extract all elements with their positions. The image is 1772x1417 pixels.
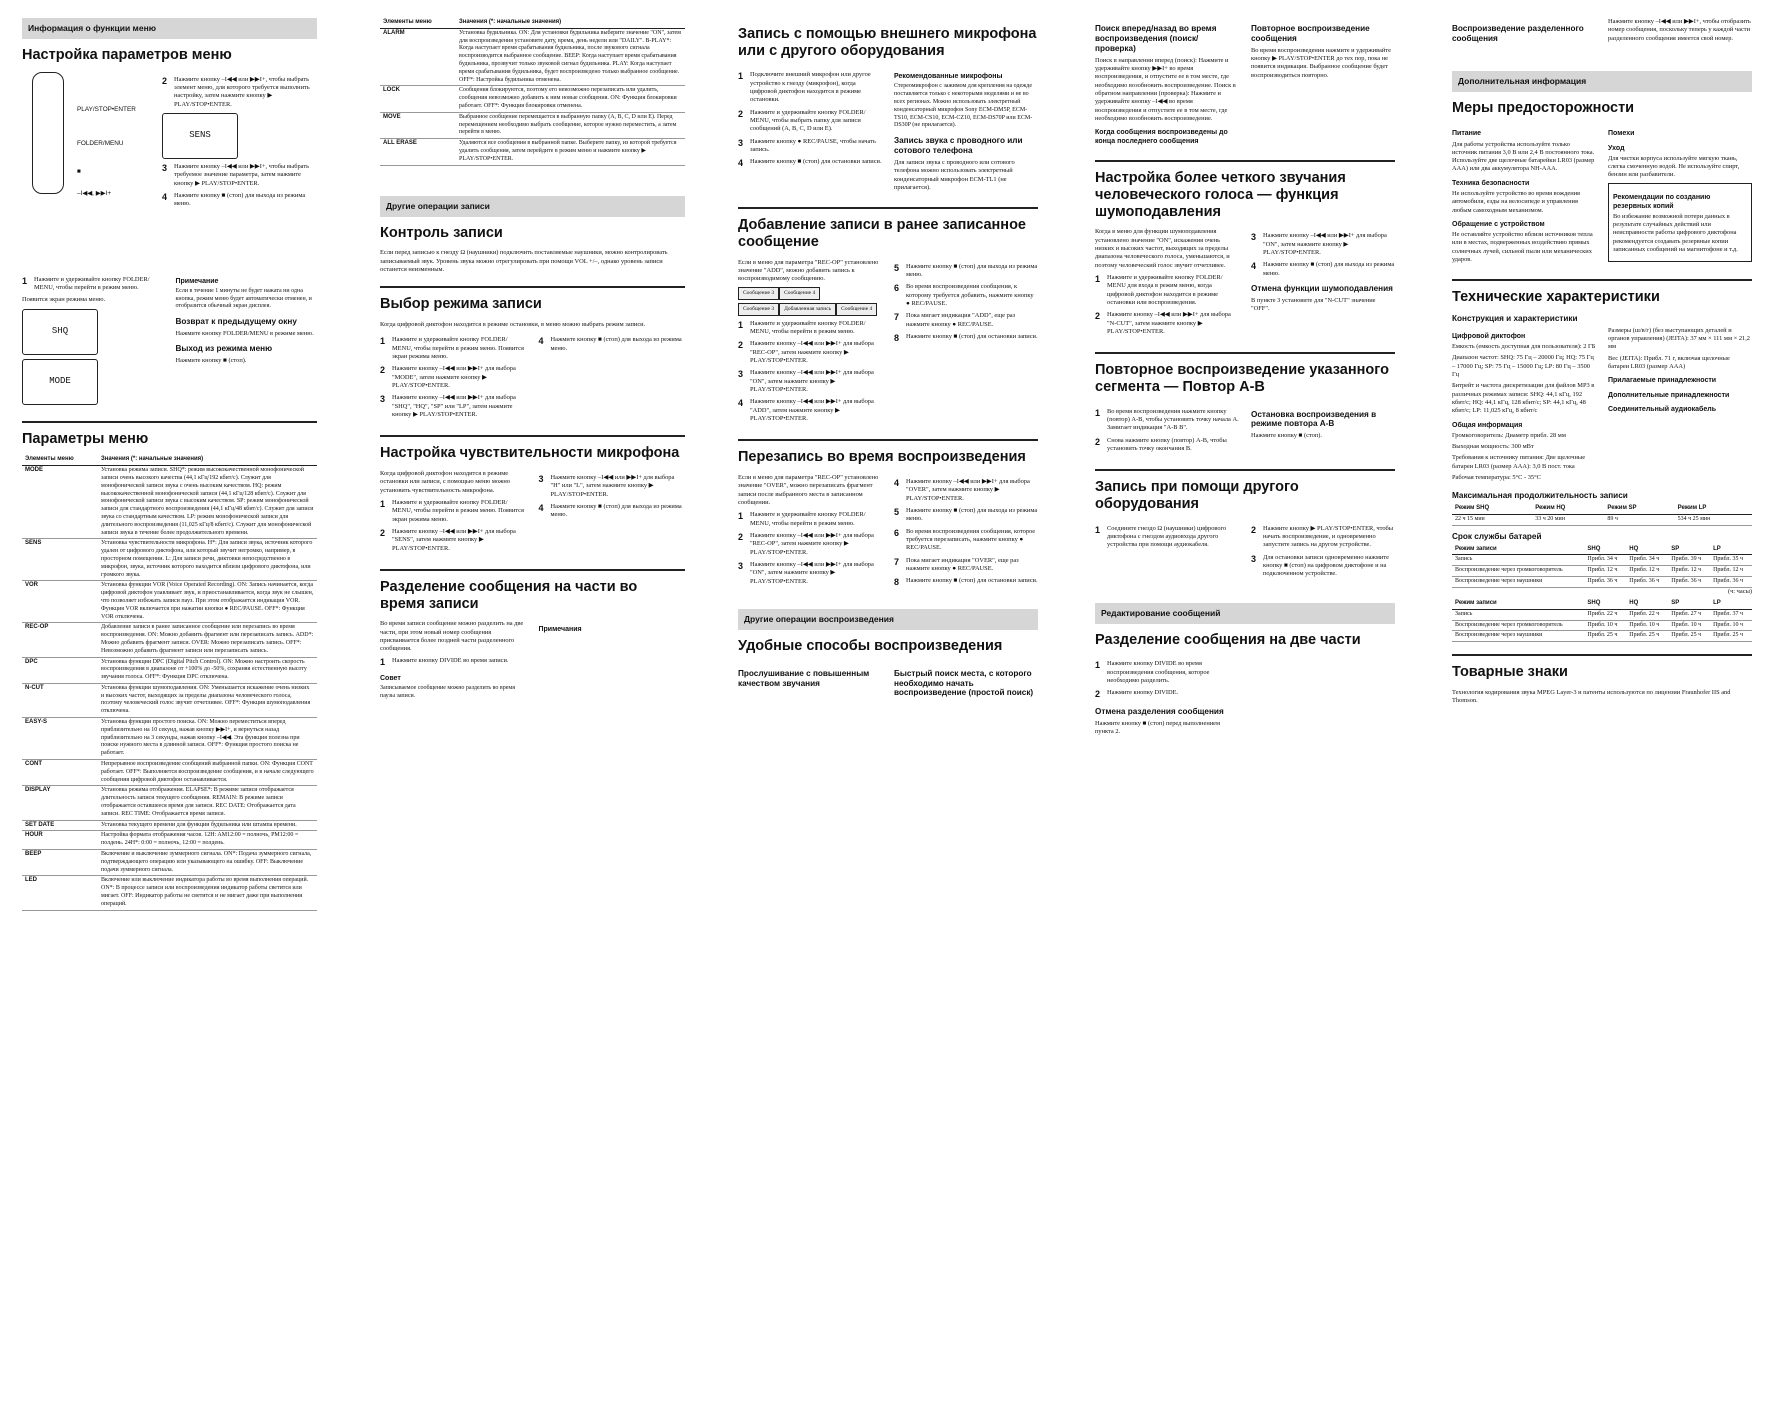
rec-monitor-text: Если перед записью к гнезду Ω (наушники) подключить поставляемые наушники, можно контролировать записываемый звук. Уровень звука можно отрегулировать при помощи VOL +/–, однако уровень записи останется неизменным. [380,249,668,273]
nc-step-3: 3 Нажмите кнопку –I◀◀ или ▶▶I+ для выбора "ON", затем нажмите кнопку ▶ PLAY/STOP•ENTER. [1251,232,1387,257]
table-row: VOR Установка функции VOR (Voice Operated Recording). ON: Запись начинается, когда цифровой диктофон улавливает звук, и приостанавливается, когда звук не слышен, что позволяет избежать записи пауз. При этом отображается индикация VOR. Функция VOR включается при нажатии кнопки ● REC/PAUSE. OFF*: Функция VOR отключена. [22,581,317,623]
menu-step-4: 4 Нажмите кнопку ■ (стоп) для выхода из режима меню. [162,192,306,208]
add-step-6: 6 Во время воспроизведения сообщения, к которому требуется добавить, нажмите кнопку ● REC/PAUSE. [894,283,1034,307]
table-row: EASY-S Установка функции простого поиска. ON: Можно переместиться вперед приблизительно на 10 секунд, нажав кнопку ▶▶I+, и вернуться назад приблизительно на 3 секунды, нажав кнопку –I◀◀. Эта функция полезна при поиске нужного места в длинной записи. OFF*: Функция простого поиска не работает. [22,718,317,760]
other-step-3: 3 Для остановки записи одновременно нажмите кнопку ■ (стоп) на цифровом диктофоне и на подключенном устройстве. [1251,553,1389,578]
table-row: BEEP Включение и выключение зуммерного сигнала. ON*: Подача зуммерного сигнала, подтверждающего операцию или указывающего на ошибку. OFF: Выключение подачи зуммерного сигнала. [22,850,317,876]
rec-time-heading: Максимальная продолжительность записи [1452,491,1628,501]
ext-mic-title: Запись с помощью внешнего микрофона или с другого оборудования [738,26,1037,59]
tip-heading: Совет [380,675,401,683]
ext-step-2: 2 Нажмите и удерживайте кнопку FOLDER/ MENU, чтобы выбрать папку для записи сообщений (A, B, C, D или E). [738,108,866,133]
mode-step-3: 3 Нажмите кнопку –I◀◀ или ▶▶I+ для выбора "SHQ", "HQ", "SP" или "LP", затем нажмите кнопку ▶ PLAY/STOP•ENTER. [380,394,516,418]
sens-step-3: 3 Нажмите кнопку –I◀◀ или ▶▶I+ для выбора "H" или "L", затем нажмите кнопку ▶ PLAY/STOP•ENTER. [538,473,675,498]
over-step-3: 3 Нажмите кнопку –I◀◀ или ▶▶I+ для выбора "ON", затем нажмите кнопку ▶ PLAY/STOP•ENTER. [738,561,874,585]
unit-note: (ч: часы) [1727,587,1752,595]
device-illustration-area [22,72,317,272]
menu-step-1: 1 Нажмите и удерживайте кнопку FOLDER/ MENU, чтобы перейти в режим меню. [22,275,150,292]
table-row: LED Включение или выключение индикатора работы во время выполнения операций. ON*: В процессе записи или воспроизведения индикатор работы светится или мигает. OFF: Индикатор работы не светится и не мигает даже при выполнении операций. [22,876,317,910]
spec-title: Технические характеристики [1452,289,1660,306]
over-step-1: 1 Нажмите и удерживайте кнопку FOLDER/ MENU, чтобы перейти в режим меню. [738,511,866,527]
add-step-5: 5 Нажмите кнопку ■ (стоп) для выхода из режима меню. [894,262,1038,278]
recorder-illustration [32,72,64,194]
nc-text: Когда в меню для функции шумоподавления установлено значение "ON", искажения очень низких и высоких частот, выходящих за пределы диапазона человеческого голоса, уменьшаются, и поэтому человеческий голос звучит отчетливее. [1095,228,1230,269]
column-5: Воспроизведение разделенного сообщения Нажмите кнопку –I◀◀ или ▶▶I+, чтобы отобразить номер сообщения, поскольку теперь у каждой части разделенного сообщения имеется свой номер. Дополнительная информация Меры предосторожности Питание Для работы устройства используйте только источник питания 3,0 В или 2,4 В постоянного тока. Используйте две щелочные батарейки LR03 (размер ААА) или два аккумулятора NH-AAA. Техника безопасности Не используйте устройство во время вождения автомобиля, езды на велосипеде и управления любым самоходным механизмом. Обращение с устройством Не оставляйте устройство вблизи источников тепла или в местах, подверженных воздействию прямых солнечных лучей, сильной пыли или механических ударов. Помехи Уход Для чистки корпуса используйте мягкую ткань, слегка смоченную водой. Не используйте спирт, бензин или разбавители. Рекомендации по созданию резервных копий Во избежание возможной потери данных в результате случайных действий или неисправности работы цифрового диктофона рекомендуется создавать резервные копии записанных сообщений на магнитофоне и т.д. Технические характеристики Конструкция и характеристики Цифровой диктофон Емкость (емкость доступная для пользователя): 2 ГБ Диапазон частот: SHQ: 75 Гц – 20000 Гц; HQ: 75 Гц – 17000 Гц; SP: 75 Гц – 15000 Гц; LP: 80 Гц – 3500 Гц Битрейт и частота дискретизации для файлов MP3 в различных режимах записи: SHQ: 44,1 кГц, 192 кбит/с; HQ: 44,1 кГц, 128 кбит/с; SP: 44,1 кГц, 48 кбит/с; LP: 11,025 кГц, 8 кбит/с Общая информация Громкоговоритель: Диаметр прибл. 28 мм Выходная мощность: 300 мВт Требования к источнику питания: Две щелочные батареи LR03 (размер AAA): 3,0 В пост. тока Рабочая температура: 5°C - 35°C Размеры (ш/в/г) (без выступающих деталей и органов управления) (JEITA): 37 мм × 111 мм × 21,2 мм Вес (JEITA): Прибл. 71 г, включая щелочные батареи LR03 (размер AAA) Прилагаемые принадлежности Дополнительные принадлежности Соединительный аудиокабель Максимальная продолжительность записи Режим SHQ Режим HQ Режим SP Режим LP 22 ч 15 мин 33 ч 20 мин 89 ч 534 ч 25 мин Срок службы батарей Режим записи SHQ HQ SP LP Запись Прибл. 34 ч Прибл. 34 ч Прибл. 39 ч Прибл. 35 ч Воспроизведение через громкоговоритель Прибл. 12 ч Прибл. 12 ч Прибл. 12 ч Прибл. 12 ч Воспроизведение через наушники Прибл. 36 ч Прибл. 36 ч Прибл. 36 ч Прибл. 36 ч (ч: часы) Режим записи SHQ HQ SP LP Запись Прибл. 22 ч Прибл. 22 ч Прибл. 27 ч Прибл. 37 ч Воспроизведение через громкоговоритель Прибл. 10 ч Прибл. 10 ч Прибл. 10 ч Прибл. 10 ч Воспроизведение через наушники Прибл. 25 ч Прибл. 25 ч Прибл. 25 ч Прибл. 25 ч Товарные знаки Технология кодирования звука MPEG Layer-3 и патенты используются по лицензии Fraunhofer IIS and Thomson. [1452,18,1752,705]
sens-step-2: 2 Нажмите кнопку –I◀◀ или ▶▶I+ для выбора "SENS", затем нажмите кнопку ▶ PLAY/STOP•ENTER. [380,527,516,552]
table-row: Воспроизведение через громкоговоритель Прибл. 10 ч Прибл. 10 ч Прибл. 10 ч Прибл. 10 ч [1452,620,1752,631]
handle-text: Не оставляйте устройство вблизи источников тепла или в местах, подверженных воздействию прямых солнечных лучей, сильной пыли или механических ударов. [1452,230,1593,263]
table-row: CONT Непрерывное воспроизведение сообщений выбранной папки. ON: Функция CONT работает. OFF*: Выполняется воспроизведение сообщения, и в начале следующего сообщения цифровой диктофон останавливается. [22,760,317,786]
sens-step-4: 4 Нажмите кнопку ■ (стоп) для выхода из режима меню. [538,502,682,519]
params-title: Параметры меню [22,430,149,447]
search-heading: Поиск вперед/назад во время воспроизведения (поиск/проверка) [1095,24,1217,53]
safety-title: Меры предосторожности [1452,99,1635,116]
table-row: ALARM Установка будильника. ON: Для установки будильника выберите значение "ON", затем для воспроизведения установите дату, время, день недели или "DAILY". B-PLAY*: Когда наступает время срабатывания будильника, после звукового сигнала воспроизводится выбранное сообщение. BEEP: Когда наступает время срабатывания будильника, прозвучит только звуковой сигнал будильника. PLAY: Когда наступает время срабатывания будильника, будет воспроизведено только выбранное сообщение. OFF*: Настройка будильника отменена. [380,28,685,86]
conv-heading-1: Прослушивание с повышенным качеством звучания [738,668,870,688]
battery-table: Режим записи SHQ HQ SP LP Запись Прибл. 34 ч Прибл. 34 ч Прибл. 39 ч Прибл. 35 ч Воспроизведение через громкоговоритель Прибл. 12 ч Прибл. 12 ч Прибл. 12 ч Прибл. 12 ч Воспроизведение через наушники Прибл. 36 ч Прибл. 36 ч Прибл. 36 ч Прибл. 36 ч [1452,545,1752,588]
repeat-text: Во время воспроизведения нажмите и удерживайте кнопку ▶ PLAY/STOP•ENTER до тех пор, пока не появится индикация. Выбранное сообщение будет воспроизводиться повторно. [1251,46,1391,79]
nc-step-1: 1 Нажмите и удерживайте кнопку FOLDER/ MENU для входа в режим меню, когда цифровой диктофон находится в режиме остановки или воспроизведения. [1095,274,1223,306]
mode-step-2: 2 Нажмите кнопку –I◀◀ или ▶▶I+ для выбора "MODE", затем нажмите кнопку ▶ PLAY/STOP•ENTER. [380,365,516,389]
notes-heading: Примечания [538,626,582,634]
back-heading: Возврат к предыдущему окну [175,317,297,327]
section-bar: Дополнительная информация [1452,71,1752,92]
section-bar: Другие операции воспроизведения [738,609,1038,630]
params-table: Элементы меню Значения (*: начальные значения) MODE Установка режима записи. SHQ*: режим высококачественной монофонической записи очень высокого качества (44,1 кГц/192 кбит/с). Служит для монофонической записи звука с очень высоким качеством. HQ: режим высококачественной монофонической записи (44,1 кГц/128 кбит/с). Служит для монофонической записи звука с высоким качеством. SP: режим монофонической записи для стандартного воспроизведения (44,1 кГц/48 кбит/с). Служит для записи звука со стандартным качеством. LP: режим монофонической записи для длительного воспроизведения (11,025 кГц/8 кбит/с). Служит для монофонической записи звука в течение более продолжительного времени. SENS Установка чувствительности микрофона. H*: Для записи звука, источник которого удален от цифрового диктофона, или который звучит негромко, например, в просторном помещении. L: Для записи речи, диктовки непосредственно в микрофон, звука, источник которого находится вблизи цифрового диктофона, или громкого звука. VOR Установка функции VOR (Voice Operated Recording). ON: Запись начинается, когда цифровой диктофон улавливает звук, и приостанавливается, когда звук не слышен, что позволяет избежать записи пауз. При этом отображается индикация VOR. Функция VOR включается при нажатии кнопки ● REC/PAUSE. OFF*: Функция VOR отключена. REC-OP Добавление записи в ранее записанное сообщение или перезапись во время воспроизведения. ON: Можно добавить фрагмент или перезаписать запись. ADD*: Можно добавить фрагмент записи. OVER: Можно перезаписать запись. OFF*: Невозможно добавить фрагмент записи или перезаписать запись. DPC Установка функции DPC (Digital Pitch Control). ON: Можно настроить скорость воспроизведения в диапазоне от +100% до -50%, сохраняя естественную высоту звучания голоса. OFF*: Функция DPC отключена. N-CUT Установка функции шумоподавления. ON: Уменьшается искажение очень низких и высоких частот, выходящих за пределы диапазона человеческого голоса, поэтому человеческий голос звучит отчетливее. OFF*: Функция шумоподавления отключена. EASY-S Установка функции простого поиска. ON: Можно переместиться вперед приблизительно на 10 секунд, нажав кнопку ▶▶I+, и вернуться назад приблизительно на 3 секунды, нажав кнопку –I◀◀. Эта функция полезна при поиске нужного места в длинной записи. OFF*: Функция простого поиска не работает. CONT Непрерывное воспроизведение сообщений выбранной папки. ON: Функция CONT работает. OFF*: Выполняется воспроизведение сообщения, и в начале следующего сообщения цифровой диктофон останавливается. DISPLAY Установка режима отображения. ELAPSE*: В режиме записи отображается длительность записи текущего сообщения. REMAIN: В режиме записи отображается оставшееся время для записи. REC DATE: Отображается дата записи. REC TIME: Отображается время записи. SET DATE Установка текущего времени для функции будильника или штампа времени. HOUR Настройка формата отображения часов. 12H: AM12:00 = полночь, PM12:00 = полдень. 24H*: 0:00 = полночь, 12:00 = полдень. BEEP Включение и выключение зуммерного сигнала. ON*: Подача зуммерного сигнала, подтверждающего операцию или указывающего на ошибку. OFF: Выключение подачи зуммерного сигнала. LED Включение или выключение индикатора работы во время выполнения операций. ON*: В процессе записи или воспроизведения индикатор работы светится или мигает. OFF: Индикатор работы не светится и не мигает даже при выполнении операций. [22,455,317,910]
table-row: DISPLAY Установка режима отображения. ELAPSE*: В режиме записи отображается длительность записи текущего сообщения. REMAIN: В режиме записи отображается оставшееся время для записи. REC DATE: Отображается дата записи. REC TIME: Отображается время записи. [22,786,317,820]
mic-heading: Рекомендованные микрофоны [894,73,1003,81]
rep-heading: Воспроизведение разделенного сообщения [1452,24,1584,43]
sens-title: Настройка чувствительности микрофона [380,445,680,462]
back-text: Нажмите кнопку FOLDER/MENU в режиме меню. [175,330,314,338]
other-step-2: 2 Нажмите кнопку ▶ PLAY/STOP•ENTER, чтобы начать воспроизведение, и одновременно запустите запись на другом устройстве. [1251,524,1394,549]
menu-step-2: 2 Нажмите кнопку –I◀◀ или ▶▶I+, чтобы выбрать элемент меню, для которого требуется выполнить настройку, затем нажмите кнопку ▶ PLAY/STOP•ENTER. [162,75,310,108]
table-row: SENS Установка чувствительности микрофона. H*: Для записи звука, источник которого удален от цифрового диктофона, или который звучит негромко, например, в просторном помещении. L: Для записи речи, диктовки непосредственно в микрофон, звука, источник которого находится вблизи цифрового диктофона, или громкого звука. [22,539,317,581]
params-table-continued: Элементы меню Значения (*: начальные значения) ALARM Установка будильника. ON: Для установки будильника выберите значение "ON", затем для воспроизведения установите дату, время, день недели или "DAILY". B-PLAY*: Когда наступает время срабатывания будильника, после звукового сигнала воспроизводится выбранное сообщение. BEEP: Когда наступает время срабатывания будильника, прозвучит только звуковой сигнал будильника. PLAY: Когда наступает время срабатывания будильника, будет воспроизведено только выбранное сообщение. OFF*: Настройка будильника отменена. LOCK Сообщения блокируются, поэтому его невозможно перезаписать или удалить, сообщения невозможно добавить к ним новые сообщения. ON: Функция блокировки работает. OFF*: Функция блокировки отменена. MOVE Выбранное сообщение перемещается в выбранную папку (A, B, C, D или E). Перед перемещением необходимо выбрать сообщение, которое нужно переместить, а затем перейти в меню. ALL ERASE Удаляются все сообщения в выбранной папке. Выберите папку, из которой требуется удалить сообщения, затем перейдите в режим меню и нажмите кнопку ▶ PLAY/STOP•ENTER. [380,18,685,166]
ab-stop-heading: Остановка воспроизведения в режиме повтора A-B [1251,409,1377,429]
add-step-7: 7 Пока мигает индикация "ADD", еще раз нажмите кнопку ● REC/PAUSE. [894,312,1016,328]
label-stop: ■ [77,167,81,175]
add-text: Если в меню для параметра "REC-OP" установлено значение "ADD", можно добавить запись к воспроизводимому сообщению. [738,258,879,283]
add-title: Добавление записи в ранее записанное сообщение [738,217,1026,250]
end-heading: Когда сообщения воспроизведены до конца последнего сообщения [1095,129,1228,146]
mode-title: Выбор режима записи [380,296,542,313]
table-row: N-CUT Установка функции шумоподавления. ON: Уменьшается искажение очень низких и высоких частот, выходящих за пределы диапазона человеческого голоса, поэтому человеческий голос звучит отчетливее. OFF*: Функция шумоподавления отключена. [22,683,317,717]
rec-time-table: Режим SHQ Режим HQ Режим SP Режим LP 22 ч 15 мин 33 ч 20 мин 89 ч 534 ч 25 мин [1452,504,1752,526]
phone-heading: Запись звука с проводного или сотового телефона [894,136,1023,156]
tm-title: Товарные знаки [1452,664,1568,681]
backup-box: Рекомендации по созданию резервных копий Во избежание возможной потери данных в результате случайных действий или неисправности работы цифрового диктофона рекомендуется создавать резервные копии записанных сообщений на магнитофоне и т.д. [1608,183,1752,263]
add-step-4: 4 Нажмите кнопку –I◀◀ или ▶▶I+ для выбора "ADD", затем нажмите кнопку ▶ PLAY/STOP•ENTER. [738,398,874,423]
table-row: 22 ч 15 мин 33 ч 20 мин 89 ч 534 ч 25 мин [1452,514,1752,525]
ab-step-2: 2 Снова нажмите кнопку (повтор) A-B, чтобы установить точку окончания B. [1095,436,1227,452]
repeat-heading: Повторное воспроизведение сообщения [1251,24,1370,43]
step1-note: Появится экран режима меню. [22,296,106,304]
divide-step-1: 1 Нажмите кнопку DIVIDE во время записи. [380,657,509,668]
table-row: DPC Установка функции DPC (Digital Pitch Control). ON: Можно настроить скорость воспроизведения в диапазоне от +100% до -50%, сохраняя естественную высоту звучания голоса. OFF*: Функция DPC отключена. [22,657,317,683]
handle-heading: Обращение с устройством [1452,220,1545,228]
conv-title: Удобные способы воспроизведения [738,638,1003,655]
add-step-1: 1 Нажмите и удерживайте кнопку FOLDER/ MENU, чтобы перейти в режим меню. [738,319,866,336]
column-2 [380,18,685,704]
care-text: Для чистки корпуса используйте мягкую ткань, слегка смоченную водой. Не используйте спирт, бензин или разбавители. [1608,154,1740,179]
split-cancel-text: Нажмите кнопку ■ (стоп) перед выполнением пункта 2. [1095,719,1221,736]
phone-text: Для записи звука с проводного или сотового телефона можно использовать электретный конденсаторный микрофон ECM-TL1 (не прилагается). [894,158,1015,191]
split-step-2: 2 Нажмите кнопку DIVIDE. [1095,689,1179,700]
split-step-1: 1 Нажмите кнопку DIVIDE во время воспроизведения сообщения, которое необходимо разделить. [1095,660,1210,684]
label-folder-menu: FOLDER/MENU [77,139,124,147]
ext-step-1: 1 Подключите внешний микрофон или другое устройство к гнезду (микрофон), когда цифровой диктофон находится в режиме остановки. [738,71,871,104]
split-title: Разделение сообщения на две части [1095,631,1361,648]
sens-text: Когда цифровой диктофон находится в режиме остановки или записи, с помощью меню можно установить чувствительность микрофона. [380,469,511,494]
section-title: Настройка параметров меню [22,47,232,64]
note-heading: Примечание [175,277,219,285]
section-bar: Редактирование сообщений [1095,603,1395,624]
sens-step-1: 1 Нажмите и удерживайте кнопку FOLDER/ MENU, чтобы перейти в режим меню. Появится экран режима меню. [380,498,524,523]
table-row: Запись Прибл. 22 ч Прибл. 22 ч Прибл. 27 ч Прибл. 37 ч [1452,609,1752,620]
table-row: REC-OP Добавление записи в ранее записанное сообщение или перезапись во время воспроизведения. ON: Можно добавить фрагмент или перезаписать запись. ADD*: Можно добавить фрагмент записи. OVER: Можно перезаписать запись. OFF*: Невозможно добавить фрагмент записи или перезаписать запись. [22,623,317,657]
table-row: Воспроизведение через наушники Прибл. 36 ч Прибл. 36 ч Прибл. 36 ч Прибл. 36 ч [1452,576,1752,587]
ext-step-3: 3 Нажмите кнопку ● REC/PAUSE, чтобы начать запись. [738,137,876,153]
table-row: HOUR Настройка формата отображения часов. 12H: AM12:00 = полночь, PM12:00 = полдень. 24H*: 0:00 = полночь, 12:00 = полдень. [22,831,317,850]
mic-text: Стереомикрофон с зажимом для крепления на одежде поставляется только с некоторыми моделями и не во всех регионах. Можно использовать электретный конденсаторный микрофон Sony ECM-DM5P, ECM-TS10, ECM-CS10, ECM-CZ10, ECM-DS70P или ECM-DS30P (не прилагается). [894,83,1033,129]
add-step-2: 2 Нажмите кнопку –I◀◀ или ▶▶I+ для выбора "REC-OP", затем нажмите кнопку ▶ PLAY/STOP•ENTER. [738,340,874,365]
power-heading: Питание [1452,130,1482,138]
search-text: Поиск в направлении вперед (поиск): Нажмите и удерживайте кнопку ▶▶I+ во время воспроизведения, и отпустите ее в том месте, где необходимо возобновить воспроизведение. Поиск в обратном направлении (проверка): Нажмите и удерживайте кнопку –I◀◀ во время воспроизведения и отпустите ее в том месте, где необходимо возобновить воспроизведение. [1095,56,1236,122]
sec-heading: Техника безопасности [1452,179,1530,187]
table-row: MOVE Выбранное сообщение перемещается в выбранную папку (A, B, C, D или E). Перед перемещением необходимо выбрать сообщение, которое нужно переместить, а затем перейти в меню. [380,112,685,138]
over-step-2: 2 Нажмите кнопку –I◀◀ или ▶▶I+ для выбора "REC-OP", затем нажмите кнопку ▶ PLAY/STOP•ENTER. [738,532,874,556]
section-bar: Информация о функции меню [22,18,317,39]
section-bar: Другие операции записи [380,196,685,217]
lcd-screen-mode: MODE [22,359,98,405]
cancel-heading: Отмена функции шумоподавления [1251,284,1393,293]
menu-step-3: 3 Нажмите кнопку –I◀◀ или ▶▶I+, чтобы выбрать требуемое значение параметра, затем нажмите кнопку ▶ PLAY/STOP•ENTER. [162,163,310,187]
ext-step-4: 4 Нажмите кнопку ■ (стоп) для остановки записи. [738,158,882,169]
tm-text: Технология кодирования звука MPEG Layer-3 и патенты используются по лицензии Fraunhofer IIS and Thomson. [1452,688,1731,705]
battery-table-2: Режим записи SHQ HQ SP LP Запись Прибл. 22 ч Прибл. 22 ч Прибл. 27 ч Прибл. 37 ч Воспроизведение через громкоговоритель Прибл. 10 ч Прибл. 10 ч Прибл. 10 ч Прибл. 10 ч Воспроизведение через наушники Прибл. 25 ч Прибл. 25 ч Прибл. 25 ч Прибл. 25 ч [1452,599,1752,642]
exit-heading: Выход из режима меню [175,344,273,354]
ab-stop-text: Нажмите кнопку ■ (стоп). [1251,432,1322,440]
nc-step-4: 4 Нажмите кнопку ■ (стоп) для выхода из режима меню. [1251,261,1395,277]
table-row: Воспроизведение через громкоговоритель Прибл. 12 ч Прибл. 12 ч Прибл. 12 ч Прибл. 12 ч [1452,566,1752,577]
label-skip: –I◀◀, ▶▶I+ [77,189,112,197]
column-1 [22,18,317,911]
table-row: LOCK Сообщения блокируются, поэтому его невозможно перезаписать или удалить, сообщения невозможно добавить к ним новые сообщения. ON: Функция блокировки работает. OFF*: Функция блокировки отменена. [380,86,685,112]
column-4 [1095,18,1395,739]
mode-step-4: 4 Нажмите кнопку ■ (стоп) для выхода из режима меню. [538,336,682,352]
over-step-7: 7 Пока мигает индикация "OVER", еще раз нажмите кнопку ● REC/PAUSE. [894,556,1019,573]
tip-text: Записываемое сообщение можно разделить во время паузы записи. [380,685,515,700]
over-step-4: 4 Нажмите кнопку –I◀◀ или ▶▶I+ для выбора "OVER", затем нажмите кнопку ▶ PLAY/STOP•ENTER. [894,478,1030,502]
other-title: Запись при помощи другого оборудования [1095,479,1299,512]
nc-title: Настройка более четкого звучания человеческого голоса — функция шумоподавления [1095,170,1346,220]
care-heading: Уход [1608,144,1625,152]
ab-title: Повторное воспроизведение указанного сегмента — Повтор A-B [1095,362,1389,395]
split-cancel-heading: Отмена разделения сообщения [1095,706,1224,716]
conv-heading-2: Быстрый поиск места, с которого необходимо начать воспроизведение (простой поиск) [894,668,1034,698]
other-step-1: 1 Соедините гнездо Ω (наушники) цифрового диктофона с гнездом аудиовхода другого устройства при помощи аудиокабеля. [1095,524,1227,549]
divide-text: Во время записи сообщение можно разделить на две части, при этом новый номер сообщения присваивается более поздней части разделенного сообщения. [380,620,524,653]
sec-text: Не используйте устройство во время вождения автомобиля, езды на велосипеде и управления любым самоходным механизмом. [1452,189,1580,214]
rep-text: Нажмите кнопку –I◀◀ или ▶▶I+, чтобы отобразить номер сообщения, поскольку теперь у каждой части разделенного сообщения имеется свой номер. [1608,18,1751,42]
table-row: MODE Установка режима записи. SHQ*: режим высококачественной монофонической записи очень высокого качества (44,1 кГц/192 кбит/с). Служит для монофонической записи звука с очень высоким качеством. HQ: режим высококачественной монофонической записи (44,1 кГц/128 кбит/с). Служит для монофонической записи звука с высоким качеством. SP: режим монофонической записи для стандартного воспроизведения (44,1 кГц/48 кбит/с). Служит для записи звука со стандартным качеством. LP: режим монофонической записи для длительного воспроизведения (11,025 кГц/8 кбит/с). Служит для монофонической записи звука в течение более продолжительного времени. [22,466,317,539]
over-step-8: 8 Нажмите кнопку ■ (стоп) для остановки записи. [894,577,1038,588]
table-row: Воспроизведение через наушники Прибл. 25 ч Прибл. 25 ч Прибл. 25 ч Прибл. 25 ч [1452,631,1752,642]
spec-heading: Конструкция и характеристики [1452,313,1578,323]
note-text: Если в течение 1 минуты не будет нажата ни одна кнопка, режим меню будет автоматически отменен, и отобразится обычный экран дисплея. [175,287,312,310]
lcd-screen-sens: SENS [162,113,238,159]
over-step-5: 5 Нажмите кнопку ■ (стоп) для выхода из режима меню. [894,507,1038,523]
lcd-screen-shq: SHQ [22,309,98,355]
add-diagram-result: Сообщение 3 Добавленная запись Сообщение 4 [738,303,882,316]
battery-heading: Срок службы батарей [1452,531,1542,541]
add-step-8: 8 Нажмите кнопку ■ (стоп) для остановки записи. [894,332,1038,343]
add-diagram: Сообщение 3 Сообщение 4 [738,287,882,300]
power-text: Для работы устройства используйте только источник питания 3,0 В или 2,4 В постоянного тока. Используйте две щелочные батарейки LR03 (размер ААА) или два аккумулятора NH-AAA. [1452,140,1595,173]
over-text: Если в меню для параметра "REC-OP" установлено значение "OVER", можно перезаписать фрагмент записи после выбранного места в записанном сообщении. [738,474,879,507]
table-row: Запись Прибл. 34 ч Прибл. 34 ч Прибл. 39 ч Прибл. 35 ч [1452,555,1752,566]
add-step-3: 3 Нажмите кнопку –I◀◀ или ▶▶I+ для выбора "ON", затем нажмите кнопку ▶ PLAY/STOP•ENTER. [738,369,874,394]
table-row: ALL ERASE Удаляются все сообщения в выбранной папке. Выберите папку, из которой требуется удалить сообщения, затем перейдите в режим меню и нажмите кнопку ▶ PLAY/STOP•ENTER. [380,139,685,165]
column-3 [738,18,1038,701]
noise-heading: Помехи [1608,130,1635,138]
ab-step-1: 1 Во время воспроизведения нажмите кнопку (повтор) A-B, чтобы установить точку начала A. Замигает индикация "A-B B". [1095,407,1239,432]
exit-text: Нажмите кнопку ■ (стоп). [175,357,247,365]
cancel-text: В пункте 3 установите для "N-CUT" значение "OFF". [1251,296,1376,313]
mode-step-1: 1 Нажмите и удерживайте кнопку FOLDER/ MENU, чтобы перейти в режим меню. Появится экран режима меню. [380,336,524,360]
nc-step-2: 2 Нажмите кнопку –I◀◀ или ▶▶I+ для выбора "N-CUT", затем нажмите кнопку ▶ PLAY/STOP•ENTER. [1095,311,1231,335]
over-step-6: 6 Во время воспроизведения сообщения, которое требуется перезаписать, нажмите кнопку ● REC/PAUSE. [894,527,1036,552]
label-play-stop: PLAY/STOP•ENTER [77,105,136,113]
mode-text: Когда цифровой диктофон находится в режиме остановки, в меню можно выбрать режим записи. [380,320,646,328]
over-title: Перезапись во время воспроизведения [738,449,1026,466]
rec-monitor-title: Контроль записи [380,224,503,241]
divide-title: Разделение сообщения на части во время записи [380,578,638,612]
table-row: SET DATE Установка текущего времени для функции будильника или штампа времени. [22,820,317,831]
